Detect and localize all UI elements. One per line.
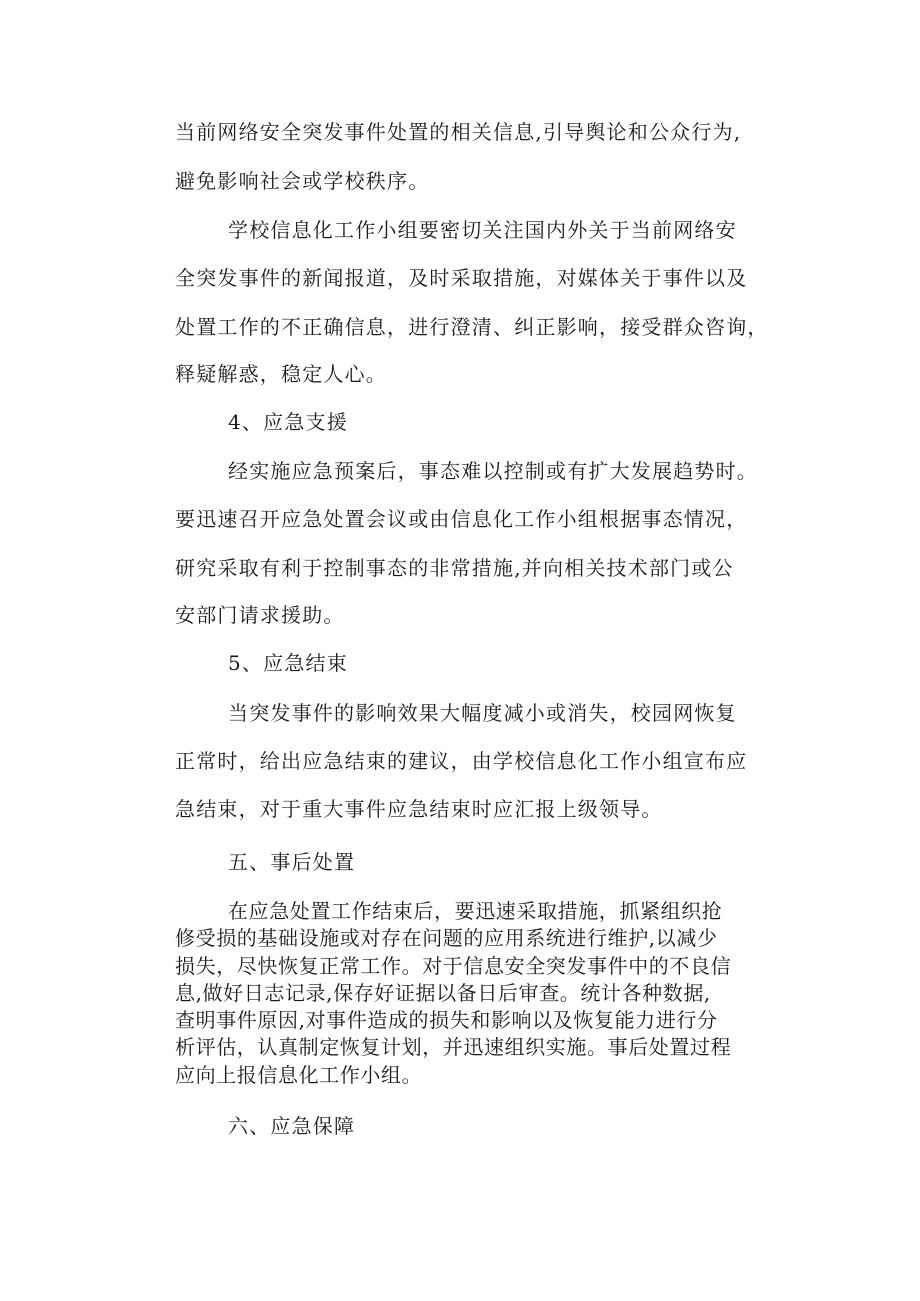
text-line: 要迅速召开应急处置会议或由信息化工作小组根据事态情况， [175,507,748,531]
text-line: 处置工作的不正确信息，进行澄清、纠正影响，接受群众咨询， [175,315,769,339]
section-heading: 六、应急保障 [228,1114,356,1138]
text-line: 避免影响社会或学校秩序。 [175,169,430,193]
text-line: 修受损的基础设施或对存在问题的应用系统进行维护,以减少 [175,926,718,950]
text-line: 学校信息化工作小组要密切关注国内外关于当前网络安 [228,218,737,242]
text-line: 全突发事件的新闻报道，及时采取措施，对媒体关于事件以及 [175,266,748,290]
text-line: 息,做好日志记录,保存好证据以备日后审查。统计各种数据, [175,981,711,1005]
section-heading: 五、事后处置 [228,850,356,874]
text-line: 释疑解惑，稳定人心。 [175,362,387,386]
section-heading: 4、应急支援 [228,410,348,434]
text-line: 在应急处置工作结束后，要迅速采取措施，抓紧组织抢 [228,899,723,923]
text-line: 查明事件原因,对事件造成的损失和影响以及恢复能力进行分 [175,1008,718,1032]
text-line: 急结束，对于重大事件应急结束时应汇报上级领导。 [175,797,663,821]
text-line: 经实施应急预案后，事态难以控制或有扩大发展趋势时。 [228,459,758,483]
text-line: 当前网络安全突发事件处置的相关信息,引导舆论和公众行为, [175,120,742,144]
text-line: 应向上报信息化工作小组。 [175,1063,423,1087]
text-line: 损失，尽快恢复正常工作。对于信息安全突发事件中的不良信 [175,954,732,978]
text-line: 正常时，给出应急结束的建议，由学校信息化工作小组宣布应 [175,749,748,773]
text-line: 当突发事件的影响效果大幅度减小或消失，校园网恢复 [228,701,737,725]
text-line: 研究采取有利于控制事态的非常措施,并向相关技术部门或公 [175,556,734,580]
section-heading: 5、应急结束 [228,651,348,675]
text-line: 安部门请求援助。 [175,603,345,627]
text-line: 析评估，认真制定恢复计划，并迅速组织实施。事后处置过程 [175,1035,732,1059]
